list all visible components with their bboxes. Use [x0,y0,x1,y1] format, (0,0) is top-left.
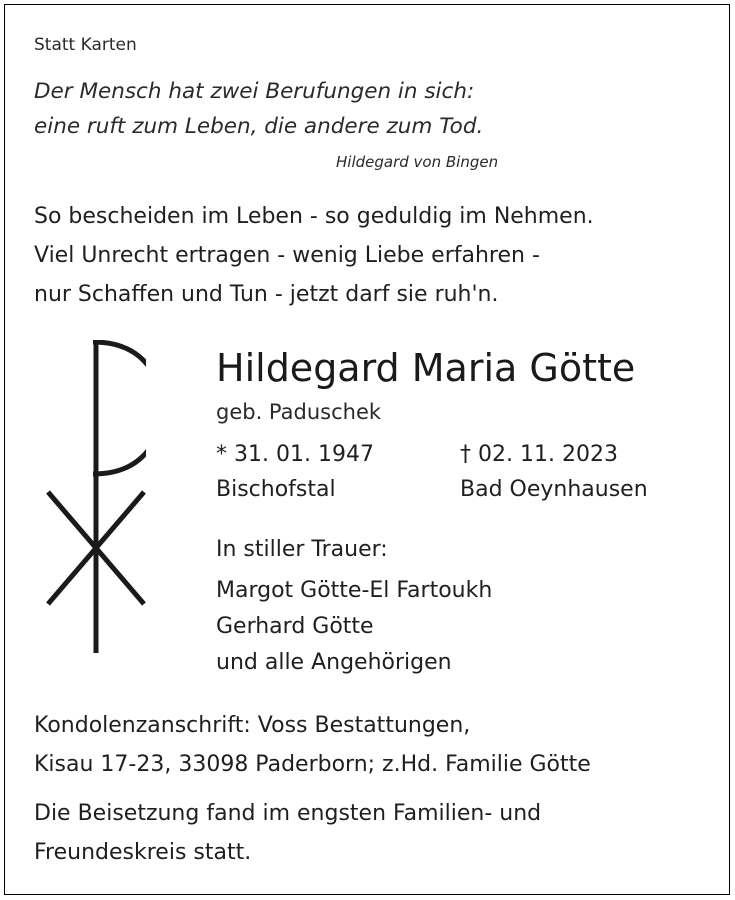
verse-line-2: Viel Unrecht ertragen - wenig Liebe erfahren - [34,243,540,268]
verse-line-3: nur Schaffen und Tun - jetzt darf sie ruh'n. [34,282,499,307]
verse-line-1: So bescheiden im Leben - so geduldig im Nehmen. [34,204,594,229]
mourner-name: Margot Götte-El Fartoukh [216,578,493,603]
mourner-name: Gerhard Götte [216,614,374,639]
condolence-address-line-2: Kisau 17-23, 33098 Paderborn; z.Hd. Familie Götte [34,752,591,777]
death-date: † 02. 11. 2023 [460,442,618,467]
deceased-name: Hildegard Maria Götte [216,346,636,390]
death-place: Bad Oeynhausen [460,477,648,502]
burial-note-line-1: Die Beisetzung fand im engsten Familien- und [34,801,542,826]
birth-place: Bischofstal [216,477,336,502]
chi-rho-icon [46,340,146,655]
header-label: Statt Karten [34,35,137,55]
birth-name: geb. Paduschek [216,400,382,424]
quote-author: Hildegard von Bingen [336,153,499,171]
mourners-intro: In stiller Trauer: [216,537,388,562]
condolence-address-line-1: Kondolenzanschrift: Voss Bestattungen, [34,713,471,738]
quote-line-2: eine ruft zum Leben, die andere zum Tod. [34,114,484,139]
birth-date: * 31. 01. 1947 [216,442,374,467]
quote-line-1: Der Mensch hat zwei Berufungen in sich: [34,79,475,104]
burial-note-line-2: Freundeskreis statt. [34,840,252,865]
mourner-name: und alle Angehörigen [216,650,452,675]
